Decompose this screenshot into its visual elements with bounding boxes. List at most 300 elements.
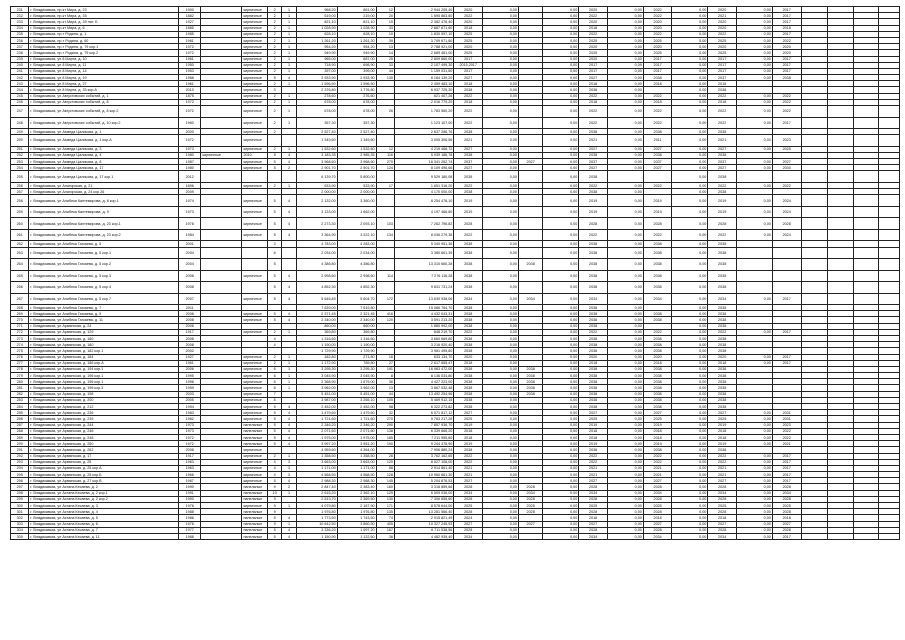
cell-wall-material: кирпичные — [242, 453, 268, 459]
cell-year-5: 2018 — [708, 434, 737, 440]
cell-entrances: 4 — [282, 75, 296, 81]
cell-year-2: 2027 — [518, 521, 543, 527]
cell-year-1: 2038 — [454, 385, 483, 391]
cell-value-6: 0,00 — [737, 229, 773, 241]
cell-total-area: 1 028,90 — [296, 25, 337, 31]
cell-value-5: 0,00 — [672, 527, 708, 533]
cell-year-1: 2038 — [454, 129, 483, 135]
cell-value-5: 0,00 — [672, 195, 708, 207]
cell-year-3: 2021 — [579, 465, 608, 471]
cell-total-area: 3 997,20 — [296, 441, 337, 447]
cell-year-4: 2038 — [643, 385, 672, 391]
cell-year-1: 2038 — [454, 391, 483, 397]
cell-floors: 5 — [268, 478, 282, 484]
cell-floors: 5 — [268, 75, 282, 81]
cell-value-3: 0,00 — [543, 129, 579, 135]
cell-value-3: 0,00 — [543, 159, 579, 165]
cell-year-5: 2037 — [708, 75, 737, 81]
cell-value-6: 0,00 — [737, 354, 773, 360]
cell-value-2: 0,00 — [483, 31, 519, 37]
cell-year-1: 2038 — [454, 379, 483, 385]
cell-living-area: 2 167,90 — [337, 503, 376, 509]
cell-living-area: 1 776,80 — [337, 87, 376, 93]
cell-wall-material — [242, 171, 268, 183]
cell-year-built: 1973 — [178, 206, 201, 218]
cell-entrances: 3 — [282, 472, 296, 478]
cell-value-5: 0,00 — [672, 165, 708, 171]
cell-year-built: 2008 — [178, 317, 201, 323]
cell-address: г. Владикавказ, ул Астана Кесаева, д. 6 — [29, 521, 179, 527]
cell-year-2: 2034 — [518, 293, 543, 305]
cell-value-6: 0,00 — [737, 135, 773, 147]
cell-floors: 2 — [268, 453, 282, 459]
cell-value-4: 0,00 — [607, 404, 643, 410]
cell-living-area: 2 998,60 — [337, 270, 376, 282]
cell-wall-material: панельные — [242, 484, 268, 490]
cell-repair-cost: 1 830 597,10 — [394, 31, 453, 37]
cell-value-6: 0,00 — [737, 490, 773, 496]
cell-entrances: 1 — [282, 106, 296, 118]
cell-wall-material — [242, 247, 268, 259]
cell-row-number: 254 — [11, 165, 29, 171]
cell-year-5: 2019 — [708, 441, 737, 447]
cell-living-area: 1 729,90 — [337, 348, 376, 354]
cell-year-5: 2038 — [708, 259, 737, 271]
cell-year-3: 2034 — [579, 490, 608, 496]
housing-register-table — [10, 6, 900, 540]
cell-address: г. Владикавказ, пр-кт Мира, д. 35 — [29, 13, 179, 19]
cell-wall-material: кирпичные — [242, 117, 268, 129]
cell-address: г. Владикавказ, ул Алибека Гагкаева, д. 5 кор.1 — [29, 247, 179, 259]
cell-value-3: 0,00 — [543, 270, 579, 282]
cell-value-2: 0,00 — [483, 218, 519, 230]
cell-year-5: 2019 — [708, 422, 737, 428]
cell-total-area: 2 988,30 — [296, 478, 337, 484]
cell-value-3: 0,00 — [543, 329, 579, 335]
cell-floors: 2 — [268, 7, 282, 13]
cell-total-area: 3 045,90 — [296, 373, 337, 379]
cell-residents: 114 — [376, 270, 394, 282]
cell-wall-material: кирпичные — [242, 373, 268, 379]
cell-year-built: 2000 — [178, 129, 201, 135]
cell-value-2: 0,00 — [483, 259, 519, 271]
cell-residents: 103 — [376, 218, 394, 230]
cell-wall-material: 2010 — [242, 152, 268, 158]
cell-row-number: 263 — [11, 247, 29, 259]
cell-floors: 2 — [268, 56, 282, 62]
cell-address: г. Владикавказ, ул Армянская, д. 196 кор.3 — [29, 385, 179, 391]
cell-year-4: 2038 — [643, 311, 672, 317]
cell-value-4: 0,00 — [607, 241, 643, 247]
table-row — [11, 293, 900, 305]
cell-floors: 2 — [268, 81, 282, 87]
cell-year-5: 2038 — [708, 348, 737, 354]
cell-value-6: 0,00 — [737, 484, 773, 490]
cell-year-built: 2012 — [178, 171, 201, 183]
cell-year-4: 2019 — [643, 441, 672, 447]
cell-year-5: 2037 — [708, 159, 737, 165]
cell-year-built: 1991 — [178, 490, 201, 496]
cell-residents: 33 — [376, 62, 394, 68]
cell-wall-material: кирпичные — [242, 56, 268, 62]
cell-year-4: 2022 — [643, 93, 672, 99]
cell-year-6: 2017 — [772, 459, 801, 465]
cell-year-6: 2020 — [772, 50, 801, 56]
cell-value-4: 0,00 — [607, 360, 643, 366]
cell-year-6: 2023 — [772, 422, 801, 428]
cell-value-5: 0,00 — [672, 503, 708, 509]
cell-wall-material: кирпичные — [242, 87, 268, 93]
cell-value-4: 0,00 — [607, 106, 643, 118]
cell-value-5: 0,00 — [672, 422, 708, 428]
cell-year-2: 2027 — [518, 159, 543, 165]
table-row — [11, 195, 900, 207]
cell-address: г. Владикавказ, ул Армянская, д. 248 — [29, 434, 179, 440]
cell-value-3: 0,00 — [543, 335, 579, 341]
cell-floors: 5 — [268, 422, 282, 428]
cell-year-built: 1988 — [178, 509, 201, 515]
cell-year-4: 2038 — [643, 335, 672, 341]
cell-floors: 6 — [268, 379, 282, 385]
cell-value-3: 0,00 — [543, 25, 579, 31]
cell-total-area: 7 639,00 — [296, 305, 337, 311]
cell-residents: 129 — [376, 490, 394, 496]
cell-address: г. Владикавказ, ул Астана Кесаева, д. 4 — [29, 509, 179, 515]
cell-residents — [376, 247, 394, 259]
cell-repair-cost: 3 380 661,39 — [394, 247, 453, 259]
cell-wall-material: кирпичные — [242, 478, 268, 484]
cell-value-3: 0,00 — [543, 348, 579, 354]
cell-repair-cost: 2 382 476,40 — [394, 19, 453, 25]
cell-address: г. Владикавказ, ул Алибека Кантемирова, д. 9 — [29, 206, 179, 218]
cell-year-5: 2025 — [708, 37, 737, 43]
cell-year-1: 2028 — [454, 218, 483, 230]
cell-repair-cost: 4 219 468,72 — [394, 146, 453, 152]
cell-year-built: 2008 — [178, 282, 201, 294]
cell-year-3: 2021 — [579, 472, 608, 478]
cell-year-5: 2028 — [708, 509, 737, 515]
cell-row-number: 272 — [11, 329, 29, 335]
cell-entrances: 4 — [282, 206, 296, 218]
cell-entrances: 1 — [282, 503, 296, 509]
cell-value-5: 0,00 — [672, 416, 708, 422]
cell-year-4: 2021 — [643, 472, 672, 478]
cell-year-1: 2021 — [454, 472, 483, 478]
cell-value-6: 0,00 — [737, 25, 773, 31]
cell-value-6: 0,00 — [737, 117, 773, 129]
cell-year-built: 1963 — [178, 459, 201, 465]
cell-row-number: 260 — [11, 218, 29, 230]
cell-wall-material: кирпичные — [242, 25, 268, 31]
cell-value-2: 0,00 — [483, 515, 519, 521]
cell-row-number: 288 — [11, 428, 29, 434]
cell-value-3: 0,00 — [543, 259, 579, 271]
cell-year-3: 2038 — [579, 342, 608, 348]
cell-value-2: 0,00 — [483, 360, 519, 366]
cell-year-6: 2031 — [772, 416, 801, 422]
cell-year-2 — [518, 206, 543, 218]
cell-row-number: 256 — [11, 182, 29, 188]
cell-value-4: 0,00 — [607, 305, 643, 311]
cell-residents: 32 — [376, 410, 394, 416]
cell-year-5: 2027 — [708, 165, 737, 171]
cell-value-2: 0,00 — [483, 206, 519, 218]
cell-total-area: 6 139,70 — [296, 171, 337, 183]
cell-value-5: 0,00 — [672, 342, 708, 348]
cell-year-3: 2034 — [579, 293, 608, 305]
cell-entrances: 4 — [282, 218, 296, 230]
cell-row-number: 266 — [11, 282, 29, 294]
cell-repair-cost: 3 660 669,80 — [394, 335, 453, 341]
cell-year-3: 2020 — [579, 44, 608, 50]
cell-total-area: 3 336,20 — [296, 527, 337, 533]
cell-year-1: 2022 — [454, 453, 483, 459]
cell-entrances: 1 — [282, 329, 296, 335]
cell-value-5: 0,00 — [672, 404, 708, 410]
cell-year-6: 2017 — [772, 453, 801, 459]
cell-row-number: 264 — [11, 259, 29, 271]
cell-empty — [853, 195, 879, 207]
cell-total-area: 2 034,00 — [296, 247, 337, 259]
cell-year-6: 2017 — [772, 13, 801, 19]
cell-year-5: 2020 — [708, 7, 737, 13]
cell-year-3: 2022 — [579, 229, 608, 241]
cell-value-5: 0,00 — [672, 282, 708, 294]
cell-year-6: 2017 — [772, 62, 801, 68]
cell-living-area: 5 604,70 — [337, 293, 376, 305]
cell-residents: 416 — [376, 311, 394, 317]
cell-value-2: 0,00 — [483, 152, 519, 158]
cell-value-2: 0,00 — [483, 478, 519, 484]
cell-floors: 5 — [268, 416, 282, 422]
cell-value-3: 0,00 — [543, 87, 579, 93]
cell-year-5: 2020 — [708, 354, 737, 360]
cell-total-area: 2 273,30 — [296, 218, 337, 230]
cell-value-2: 0,00 — [483, 379, 519, 385]
cell-address: г. Владикавказ, ул Астана Кесаева, д. 7 — [29, 527, 179, 533]
cell-value-2: 0,00 — [483, 117, 519, 129]
cell-value-4: 0,00 — [607, 484, 643, 490]
cell-year-built: 1973 — [178, 422, 201, 428]
cell-value-2: 0,00 — [483, 434, 519, 440]
cell-address: г. Владикавказ, ул Армянская, д. 239 — [29, 416, 179, 422]
cell-value-6: 0,00 — [737, 472, 773, 478]
cell-empty — [801, 106, 828, 118]
cell-living-area: 1 662,00 — [337, 206, 376, 218]
cell-year-built: 1953 — [178, 68, 201, 74]
cell-repair-cost: 2 914 861,40 — [394, 465, 453, 471]
cell-living-area: 4 386,80 — [337, 259, 376, 271]
cell-entrances: 1 — [282, 146, 296, 152]
cell-year-4: 2028 — [643, 484, 672, 490]
cell-address: г. Владикавказ, пр-кт Мира, д. 23 — [29, 7, 179, 13]
cell-wall-material: кирпичные — [242, 360, 268, 366]
cell-residents — [376, 195, 394, 207]
cell-repair-cost: 2 809 660,00 — [394, 56, 453, 62]
cell-year-1: 2019 — [454, 195, 483, 207]
cell-value-5: 0,00 — [672, 56, 708, 62]
cell-entrances: 1 — [282, 81, 296, 87]
cell-address: г. Владикавказ, ул Алибека Гагкаева, д. 7 — [29, 305, 179, 311]
cell-total-area: 821,10 — [296, 19, 337, 25]
cell-residents: 33 — [376, 25, 394, 31]
cell-floors: 9 — [268, 509, 282, 515]
cell-year-built: 1896 — [178, 182, 201, 188]
table-row — [11, 247, 900, 259]
cell-total-area: 1 150,90 — [296, 533, 337, 539]
cell-year-4: 2028 — [643, 527, 672, 533]
cell-year-3: 2037 — [579, 159, 608, 165]
cell-value-5: 0,00 — [672, 472, 708, 478]
cell-year-4: 2038 — [643, 282, 672, 294]
cell-year-6: 2018 — [772, 515, 801, 521]
cell-year-5: 2025 — [708, 416, 737, 422]
cell-address: г. Владикавказ, ул Армянская, д. 194 кор.1 — [29, 366, 179, 372]
cell-floors: 5 — [268, 397, 282, 403]
cell-floors: 5 — [268, 317, 282, 323]
cell-year-3: 2017 — [579, 68, 608, 74]
cell-empty: кирпичные — [201, 152, 242, 158]
table-row — [11, 218, 900, 230]
cell-residents: 74 — [376, 515, 394, 521]
cell-value-3: 0,00 — [543, 7, 579, 13]
cell-value-2: 0,00 — [483, 472, 519, 478]
cell-residents: 130 — [376, 496, 394, 502]
cell-entrances: 1 — [282, 99, 296, 105]
cell-value-2: 0,00 — [483, 410, 519, 416]
cell-wall-material: кирпичные — [242, 354, 268, 360]
cell-residents: 13 — [376, 385, 394, 391]
cell-value-4: 0,00 — [607, 509, 643, 515]
cell-value-3: 0,00 — [543, 189, 579, 195]
cell-value-2: 0,00 — [483, 484, 519, 490]
cell-total-area: 2 452,00 — [296, 404, 337, 410]
cell-year-built: 1961 — [178, 56, 201, 62]
cell-year-built: 1973 — [178, 428, 201, 434]
cell-repair-cost: 2 016 779,20 — [394, 99, 453, 105]
cell-repair-cost: 7 857 936,70 — [394, 422, 453, 428]
cell-year-3: 2022 — [579, 453, 608, 459]
cell-repair-cost: 1 695 863,60 — [394, 13, 453, 19]
cell-value-4: 0,09 — [607, 62, 643, 68]
cell-year-3: 2038 — [579, 348, 608, 354]
cell-value-4: 0,00 — [607, 329, 643, 335]
cell-repair-cost: 4 482 939,40 — [394, 533, 453, 539]
cell-year-3: 2038 — [579, 305, 608, 311]
cell-total-area: 2 368,90 — [296, 379, 337, 385]
cell-value-6: 0,00 — [737, 533, 773, 539]
cell-empty — [801, 270, 828, 282]
cell-row-number: 258 — [11, 195, 29, 207]
cell-year-built: 1990 — [178, 496, 201, 502]
cell-total-area: 3 295,30 — [296, 366, 337, 372]
cell-year-3: 2021 — [579, 135, 608, 147]
cell-value-3: 0,00 — [543, 496, 579, 502]
cell-entrances — [282, 135, 296, 147]
cell-year-2: 2038 — [518, 391, 543, 397]
cell-value-5: 0,00 — [672, 50, 708, 56]
cell-empty — [879, 247, 900, 259]
cell-value-3: 0,00 — [543, 152, 579, 158]
cell-value-4: 0,00 — [607, 317, 643, 323]
cell-value-2: 0,00 — [483, 490, 519, 496]
cell-value-5: 0,00 — [672, 135, 708, 147]
cell-row-number: 296 — [11, 478, 29, 484]
cell-value-5: 0,00 — [672, 206, 708, 218]
cell-year-3: 2034 — [579, 533, 608, 539]
cell-value-2: 0,00 — [483, 135, 519, 147]
cell-year-5: 2018 — [708, 81, 737, 87]
cell-year-4: 2038 — [643, 447, 672, 453]
cell-year-4: 2027 — [643, 521, 672, 527]
cell-value-4: 0,00 — [607, 50, 643, 56]
cell-value-2: 0,00 — [483, 447, 519, 453]
cell-value-2: 0,00 — [483, 106, 519, 118]
cell-value-5: 0,00 — [672, 441, 708, 447]
cell-entrances: 4 — [282, 195, 296, 207]
cell-total-area: 1 773,50 — [296, 515, 337, 521]
cell-year-built: 1973 — [178, 146, 201, 152]
cell-address: г. Владикавказ, ул Астана Кесаева, д. 11 — [29, 533, 179, 539]
cell-year-6: 2022 — [772, 93, 801, 99]
cell-value-6: 0,00 — [737, 428, 773, 434]
cell-address: г. Владикавказ, ул Ахмеда Цаликова, д. 1 — [29, 129, 179, 135]
cell-residents: 17 — [376, 182, 394, 188]
cell-empty — [828, 135, 854, 147]
cell-year-built: 1976 — [178, 503, 201, 509]
cell-repair-cost: 5 204 876,53 — [394, 478, 453, 484]
cell-repair-cost: 6 937 725,30 — [394, 87, 453, 93]
cell-year-3: 2038 — [579, 189, 608, 195]
cell-year-5: 2017 — [708, 62, 737, 68]
cell-value-2: 0,00 — [483, 335, 519, 341]
cell-year-built: 1882 — [178, 13, 201, 19]
cell-total-area: 2 071,60 — [296, 428, 337, 434]
cell-year-built: 1972 — [178, 106, 201, 118]
cell-year-6: 2022 — [772, 106, 801, 118]
cell-wall-material: кирпичные — [242, 146, 268, 152]
cell-value-6: 0,00 — [737, 31, 773, 37]
cell-year-3: 2028 — [579, 527, 608, 533]
cell-year-1: 2038 — [454, 373, 483, 379]
cell-value-3: 0,00 — [543, 293, 579, 305]
cell-floors: 2 — [268, 62, 282, 68]
cell-repair-cost: 7 906 880,24 — [394, 447, 453, 453]
cell-living-area: 1 479,60 — [337, 410, 376, 416]
cell-value-5: 0,00 — [672, 171, 708, 183]
cell-value-2: 0,00 — [483, 323, 519, 329]
table-row — [11, 270, 900, 282]
cell-year-3: 2018 — [579, 99, 608, 105]
cell-living-area: 1 721,60 — [337, 416, 376, 422]
cell-year-5: 2038 — [708, 241, 737, 247]
cell-floors: 5 — [268, 206, 282, 218]
cell-value-5: 0,00 — [672, 311, 708, 317]
cell-repair-cost: 5 469 912,15 — [394, 397, 453, 403]
cell-year-6: 2017 — [772, 465, 801, 471]
cell-year-5: 2038 — [708, 305, 737, 311]
cell-row-number: 242 — [11, 75, 29, 81]
cell-floors: 5 — [268, 259, 282, 271]
cell-floors: 2 — [268, 25, 282, 31]
cell-living-area: 1 349,60 — [337, 135, 376, 147]
cell-repair-cost: 5 340 951,36 — [394, 241, 453, 247]
cell-wall-material: кирпичные — [242, 135, 268, 147]
cell-residents: 116 — [376, 152, 394, 158]
cell-year-2 — [518, 135, 543, 147]
cell-total-area: 519,00 — [296, 13, 337, 19]
cell-year-3: 2038 — [579, 391, 608, 397]
